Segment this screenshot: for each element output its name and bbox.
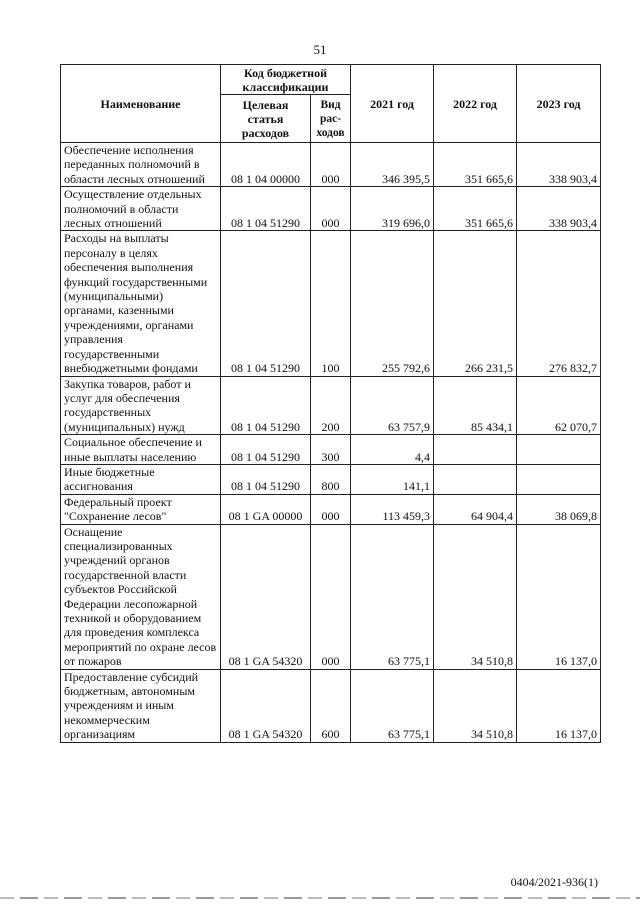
row-expense-type: 000 <box>311 143 351 187</box>
table-row <box>61 494 601 524</box>
row-value-2021: 255 792,6 <box>351 231 434 376</box>
header-year-2021: 2021 год <box>351 65 434 143</box>
header-name: Наименование <box>61 65 221 143</box>
page-number: 51 <box>313 42 327 57</box>
row-value-2023: 62 070,7 <box>517 376 601 435</box>
row-target-article: 08 1 GA 54320 <box>221 524 311 669</box>
row-target-article: 08 1 04 51290 <box>221 464 311 494</box>
row-value-2021: 346 395,5 <box>351 143 434 187</box>
row-target-article: 08 1 04 51290 <box>221 435 311 465</box>
row-expense-type: 100 <box>311 231 351 376</box>
row-value-2022: 34 510,8 <box>434 524 517 669</box>
budget-table <box>60 64 601 743</box>
row-target-article: 08 1 04 51290 <box>221 376 311 435</box>
row-name: Расходы на выплаты персоналу в целях обеспечения выполнения функций государственными (муниципальными) органами, казенными учреждениями, органами управления государственными внебюджетными фондами <box>61 231 221 376</box>
row-value-2023: 16 137,0 <box>517 524 601 669</box>
row-target-article: 08 1 04 51290 <box>221 231 311 376</box>
row-value-2022: 85 434,1 <box>434 376 517 435</box>
header-budget-code: Код бюджетной классификации <box>221 65 351 95</box>
table-body <box>61 143 601 743</box>
document-code: 0404/2021-936(1) <box>510 875 598 889</box>
table-row <box>61 669 601 742</box>
row-value-2021: 63 757,9 <box>351 376 434 435</box>
row-name: Федеральный проект "Сохранение лесов" <box>61 494 221 524</box>
row-value-2023 <box>517 435 601 465</box>
row-value-2021: 63 775,1 <box>351 524 434 669</box>
row-target-article: 08 1 04 00000 <box>221 143 311 187</box>
row-value-2022: 266 231,5 <box>434 231 517 376</box>
row-value-2023: 16 137,0 <box>517 669 601 742</box>
row-value-2022 <box>434 464 517 494</box>
row-value-2021: 141,1 <box>351 464 434 494</box>
row-name: Предоставление субсидий бюджетным, автономным учреждениям и иным некоммерческим организациям <box>61 669 221 742</box>
table-row <box>61 376 601 435</box>
header-year-2022: 2022 год <box>434 65 517 143</box>
table-row <box>61 143 601 187</box>
scan-edge-line <box>0 897 640 899</box>
row-expense-type: 600 <box>311 669 351 742</box>
row-value-2021: 113 459,3 <box>351 494 434 524</box>
row-expense-type: 000 <box>311 524 351 669</box>
row-value-2023: 38 069,8 <box>517 494 601 524</box>
table-row <box>61 435 601 465</box>
row-expense-type: 800 <box>311 464 351 494</box>
row-value-2022: 34 510,8 <box>434 669 517 742</box>
row-value-2021: 63 775,1 <box>351 669 434 742</box>
row-expense-type: 000 <box>311 494 351 524</box>
row-name: Иные бюджетные ассигнования <box>61 464 221 494</box>
row-name: Закупка товаров, работ и услуг для обеспечения государственных (муниципальных) нужд <box>61 376 221 435</box>
row-name: Социальное обеспечение и иные выплаты населению <box>61 435 221 465</box>
row-value-2021: 4,4 <box>351 435 434 465</box>
row-value-2023 <box>517 464 601 494</box>
row-expense-type: 300 <box>311 435 351 465</box>
row-value-2021: 319 696,0 <box>351 187 434 231</box>
row-target-article: 08 1 GA 54320 <box>221 669 311 742</box>
table-row <box>61 187 601 231</box>
row-value-2023: 338 903,4 <box>517 143 601 187</box>
row-name: Обеспечение исполнения переданных полномочий в области лесных отношений <box>61 143 221 187</box>
row-target-article: 08 1 GA 00000 <box>221 494 311 524</box>
header-expense-type: Вид рас-ходов <box>311 95 351 143</box>
row-expense-type: 200 <box>311 376 351 435</box>
row-target-article: 08 1 04 51290 <box>221 187 311 231</box>
row-value-2023: 276 832,7 <box>517 231 601 376</box>
header-year-2023: 2023 год <box>517 65 601 143</box>
header-target-article: Целевая статья расходов <box>221 95 311 143</box>
table-row <box>61 524 601 669</box>
row-name: Осуществление отдельных полномочий в области лесных отношений <box>61 187 221 231</box>
row-expense-type: 000 <box>311 187 351 231</box>
table-row <box>61 231 601 376</box>
table-row <box>61 464 601 494</box>
row-value-2023: 338 903,4 <box>517 187 601 231</box>
row-value-2022: 351 665,6 <box>434 187 517 231</box>
row-value-2022: 64 904,4 <box>434 494 517 524</box>
row-value-2022: 351 665,6 <box>434 143 517 187</box>
row-value-2022 <box>434 435 517 465</box>
row-name: Оснащение специализированных учреждений органов государственной власти субъектов Российской Федерации лесопожарной техникой и оборудованием для проведения комплекса мероприятий по охране лесов от пожаров <box>61 524 221 669</box>
